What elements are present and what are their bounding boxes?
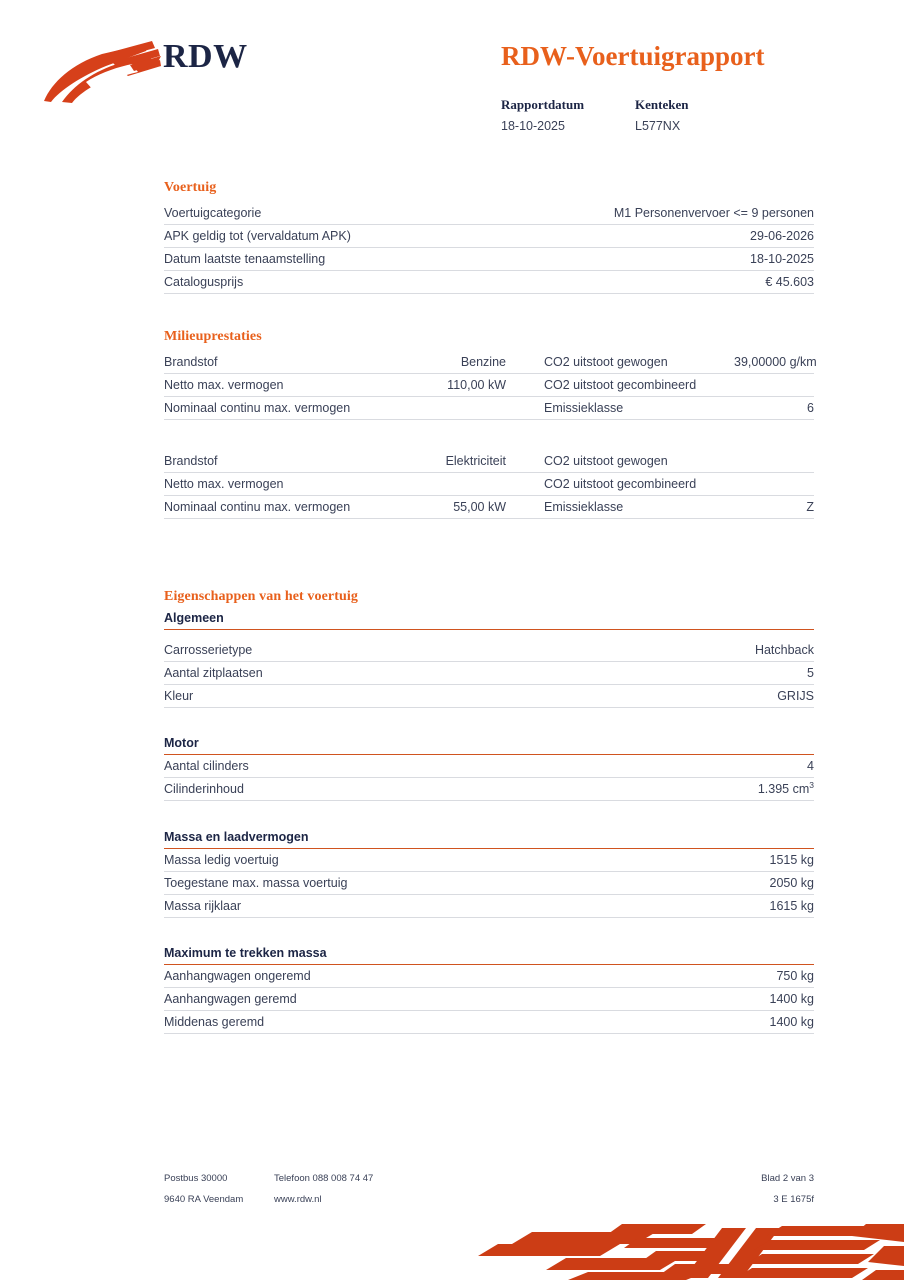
rdw-speed-stripes-graphic-icon bbox=[470, 1222, 904, 1280]
subsection-title-algemeen: Algemeen bbox=[164, 611, 814, 630]
footer-telephone: Telefoon 088 008 74 47 bbox=[274, 1173, 374, 1184]
table-row bbox=[164, 1011, 814, 1034]
footer-page-number: Blad 2 van 3 bbox=[761, 1173, 814, 1184]
row-value-left: 110,00 kW bbox=[372, 374, 544, 397]
row-label-right: CO2 uitstoot gewogen bbox=[544, 351, 734, 374]
report-date-value: 18-10-2025 bbox=[501, 119, 565, 133]
row-value-right: 39,00000 g/km bbox=[734, 351, 814, 374]
subsection-title-trekken-massa: Maximum te trekken massa bbox=[164, 946, 814, 965]
table-row bbox=[164, 895, 814, 918]
row-value bbox=[489, 778, 814, 801]
row-label-left: Brandstof bbox=[164, 351, 372, 374]
massa-table bbox=[164, 849, 814, 918]
row-value: € 45.603 bbox=[489, 271, 814, 294]
rdw-wordmark: RDW bbox=[163, 38, 248, 75]
row-value-right: Z bbox=[734, 496, 814, 519]
row-value: 5 bbox=[489, 662, 814, 685]
subsection-title-motor: Motor bbox=[164, 736, 814, 755]
row-label: Aantal zitplaatsen bbox=[164, 662, 489, 685]
row-value-left: Elektriciteit bbox=[372, 450, 544, 473]
row-value: 1515 kg bbox=[489, 849, 814, 872]
row-label: Kleur bbox=[164, 685, 489, 708]
table-row bbox=[164, 496, 814, 519]
page-title: RDW-Voertuigrapport bbox=[501, 41, 765, 71]
algemeen-table bbox=[164, 639, 814, 708]
license-plate-block bbox=[635, 96, 688, 136]
row-label: Massa ledig voertuig bbox=[164, 849, 489, 872]
row-label: Middenas geremd bbox=[164, 1011, 489, 1034]
row-value: 1615 kg bbox=[489, 895, 814, 918]
table-row bbox=[164, 872, 814, 895]
row-value-left bbox=[372, 397, 544, 420]
document-footer bbox=[164, 1168, 814, 1210]
table-row bbox=[164, 778, 814, 801]
row-label-right: CO2 uitstoot gecombineerd bbox=[544, 473, 734, 496]
license-plate-value: L577NX bbox=[635, 119, 681, 133]
table-row bbox=[164, 225, 814, 248]
section-title-vehicle: Voertuig bbox=[164, 180, 217, 195]
table-row bbox=[164, 755, 814, 778]
row-label-left: Nominaal continu max. vermogen bbox=[164, 496, 372, 519]
row-value-left: 55,00 kW bbox=[372, 496, 544, 519]
row-label: Massa rijklaar bbox=[164, 895, 489, 918]
table-row bbox=[164, 374, 814, 397]
motor-table bbox=[164, 755, 814, 801]
fuel-block-gap bbox=[164, 420, 814, 450]
report-date-label: Rapportdatum bbox=[501, 97, 585, 112]
document-header bbox=[0, 0, 904, 160]
row-label: Datum laatste tenaamstelling bbox=[164, 248, 489, 271]
section-vehicle bbox=[164, 180, 814, 294]
row-value: 750 kg bbox=[489, 965, 814, 988]
row-label: Catalogusprijs bbox=[164, 271, 489, 294]
footer-city: 9640 RA Veendam bbox=[164, 1194, 244, 1205]
row-label-left: Netto max. vermogen bbox=[164, 473, 372, 496]
table-row bbox=[164, 202, 814, 225]
trekken-massa-table bbox=[164, 965, 814, 1034]
row-label-right: Emissieklasse bbox=[544, 397, 734, 420]
rdw-feather-logo-icon bbox=[42, 38, 172, 104]
section-title-properties: Eigenschappen van het voertuig bbox=[164, 589, 358, 604]
row-value: 4 bbox=[489, 755, 814, 778]
table-row bbox=[164, 351, 814, 374]
footer-website[interactable]: www.rdw.nl bbox=[274, 1194, 322, 1205]
row-label: Carrosserietype bbox=[164, 639, 489, 662]
row-label-right: Emissieklasse bbox=[544, 496, 734, 519]
row-value: Hatchback bbox=[489, 639, 814, 662]
table-row bbox=[164, 849, 814, 872]
table-row bbox=[164, 639, 814, 662]
table-row bbox=[164, 248, 814, 271]
table-row bbox=[164, 473, 814, 496]
license-plate-label: Kenteken bbox=[635, 97, 689, 112]
row-value: 18-10-2025 bbox=[489, 248, 814, 271]
footer-line-1 bbox=[164, 1168, 814, 1189]
row-value-right bbox=[734, 450, 814, 473]
row-value: 1400 kg bbox=[489, 1011, 814, 1034]
section-environment bbox=[164, 329, 817, 519]
row-label-left: Netto max. vermogen bbox=[164, 374, 372, 397]
footer-line-2 bbox=[164, 1189, 814, 1210]
row-label: APK geldig tot (vervaldatum APK) bbox=[164, 225, 489, 248]
report-meta bbox=[501, 96, 841, 136]
row-value: M1 Personenvervoer <= 9 personen bbox=[489, 202, 814, 225]
row-value: GRIJS bbox=[489, 685, 814, 708]
row-value: 29-06-2026 bbox=[489, 225, 814, 248]
footer-postbus: Postbus 30000 bbox=[164, 1173, 228, 1184]
footer-form-code: 3 E 1675f bbox=[773, 1194, 814, 1205]
row-label-left: Brandstof bbox=[164, 450, 372, 473]
section-properties bbox=[164, 589, 814, 1034]
row-value-text: 1.395 cm bbox=[757, 782, 810, 796]
row-label: Aantal cilinders bbox=[164, 755, 489, 778]
fuel-table-2 bbox=[164, 450, 814, 519]
row-value-right bbox=[734, 374, 814, 397]
row-label-right: CO2 uitstoot gecombineerd bbox=[544, 374, 734, 397]
row-label: Voertuigcategorie bbox=[164, 202, 489, 225]
row-label-right: CO2 uitstoot gewogen bbox=[544, 450, 734, 473]
row-value-right bbox=[734, 473, 814, 496]
row-value-right: 6 bbox=[734, 397, 814, 420]
table-row bbox=[164, 662, 814, 685]
row-value-left: Benzine bbox=[372, 351, 544, 374]
row-value: 1400 kg bbox=[489, 988, 814, 1011]
row-label-left: Nominaal continu max. vermogen bbox=[164, 397, 372, 420]
row-label: Aanhangwagen geremd bbox=[164, 988, 489, 1011]
row-value: 2050 kg bbox=[489, 872, 814, 895]
table-row bbox=[164, 271, 814, 294]
table-row bbox=[164, 397, 814, 420]
row-label: Toegestane max. massa voertuig bbox=[164, 872, 489, 895]
fuel-table-1 bbox=[164, 351, 817, 420]
row-label: Cilinderinhoud bbox=[164, 778, 489, 801]
section-title-environment: Milieuprestaties bbox=[164, 329, 262, 344]
row-label: Aanhangwagen ongeremd bbox=[164, 965, 489, 988]
table-row bbox=[164, 988, 814, 1011]
table-row bbox=[164, 685, 814, 708]
table-row bbox=[164, 450, 814, 473]
report-date-block bbox=[501, 96, 635, 136]
vehicle-table bbox=[164, 202, 814, 294]
subsection-title-massa: Massa en laadvermogen bbox=[164, 830, 814, 849]
row-value-left bbox=[372, 473, 544, 496]
row-value-superscript: 3 bbox=[809, 779, 814, 790]
table-row bbox=[164, 965, 814, 988]
